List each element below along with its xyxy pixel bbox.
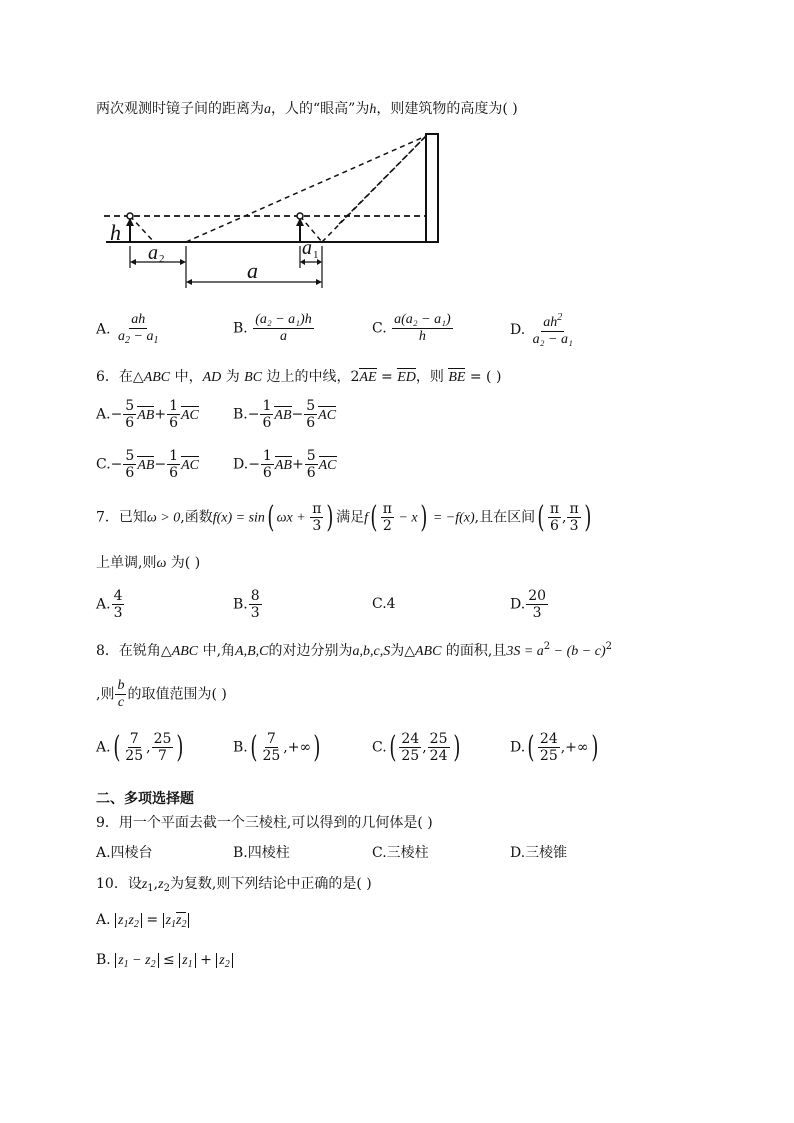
q8-choice-d[interactable]: D.( $\frac{24}{25}$ ,+∞): [510, 730, 598, 765]
q5-stem: 两次观测时镜子间的距离为a，人的“眼高”为h，则建筑物的高度为( ): [96, 101, 518, 117]
label-a2-sub: 2: [159, 253, 165, 265]
q9-choice-a[interactable]: A.四棱台: [96, 845, 153, 861]
q6-choice-c[interactable]: C.− $\frac{5}{6}$ AB− $\frac{1}{6}$ AC: [96, 448, 199, 482]
fraction: $\frac{ah}{a_2 - a_1}$: [118, 312, 159, 347]
label-a1: a: [302, 237, 312, 259]
q6-choice-b[interactable]: B.− $\frac{1}{6}$ AB− $\frac{5}{6}$ AC: [233, 398, 337, 432]
section-title: 二、多项选择题: [96, 791, 194, 807]
q8-choice-b[interactable]: B.( $\frac{7}{25}$ ,+∞): [233, 730, 321, 765]
q7-stem: 7．已知ω > 0,函数f(x) = sin( ωx + $\frac{\pi}{3}$ ) 满足f( $\frac{\pi}{2}$ − x) = −f(x),且在区间( $\frac{\pi}{6}$ , $\frac{\pi}{3}$ ): [96, 500, 592, 535]
q7-choice-a[interactable]: A. $\frac{4}{3}$: [96, 588, 123, 622]
q5-figure: [96, 128, 456, 290]
dim-a1-arrow-left: [300, 259, 305, 265]
q9-choice-d[interactable]: D.三棱锥: [510, 845, 568, 861]
q7-choice-c[interactable]: C.4: [372, 596, 396, 612]
dim-a-arrow-left: [186, 279, 192, 285]
dim-a-arrow-right: [316, 279, 322, 285]
sight-line-1: [130, 216, 154, 242]
q5-choice-b[interactable]: B. $\frac{\text{(a₂ − a₁)h}}{a}$: [233, 312, 312, 345]
q8-stem-line2: ,则 $\frac{b}{c}$ 的取值范围为( ): [96, 678, 227, 711]
q7-choice-d[interactable]: D. $\frac{20}{3}$: [510, 588, 547, 622]
q8-choice-c[interactable]: C.( $\frac{24}{25}$ , $\frac{25}{24}$ ): [372, 730, 460, 765]
building: [426, 134, 438, 242]
q5-choice-c[interactable]: C. $\frac{\text{a(a₂ − a₁)}}{h}$: [372, 312, 451, 345]
q6-choice-a[interactable]: A.− $\frac{5}{6}$ AB+ $\frac{1}{6}$ AC: [96, 398, 199, 432]
q6-stem: 6．在△ABC 中，AD 为 BC 边上的中线，2AE = ED，则 BE = ( ): [96, 369, 502, 385]
q5-choice-d[interactable]: D. $\frac{ah^2}{\text{a₂ − a₁}}$: [510, 312, 573, 348]
label-a1-sub: 1: [313, 249, 319, 261]
fraction: $\frac{ah^2}{\text{a₂ − a₁}}$: [532, 312, 573, 348]
q6-choice-d[interactable]: D.− $\frac{1}{6}$ AB+ $\frac{5}{6}$ AC: [233, 448, 337, 482]
label-h: h: [110, 220, 121, 245]
label-a: a: [247, 258, 258, 283]
q10-choice-a[interactable]: A. $z_1z_2 = z_1z_2$: [96, 912, 189, 930]
q7-choice-b[interactable]: B. $\frac{8}{3}$: [233, 588, 260, 622]
dim-a2-arrow-left: [130, 259, 136, 265]
q10-stem: 10．设$z_1,z_2$为复数,则下列结论中正确的是( ): [96, 876, 372, 894]
label-a2: a: [148, 242, 158, 264]
observer-1-eye: [127, 213, 133, 219]
dim-a2-arrow-right: [180, 259, 186, 265]
q10-choice-b[interactable]: B. $z_1 - z_2 \le z_1 + z_2$: [96, 952, 233, 970]
sight-line-2: [186, 136, 426, 242]
fraction: $\frac{\text{a(a₂ − a₁)}}{h}$: [394, 312, 451, 345]
observer-2-eye: [297, 213, 303, 219]
q9-choice-b[interactable]: B.四棱柱: [233, 845, 290, 861]
q7-stem-line2: 上单调,则ω 为( ): [96, 555, 201, 571]
q5-choice-a[interactable]: A. $\frac{ah}{a_2 - a_1}$: [96, 312, 159, 347]
q9-choice-c[interactable]: C.三棱柱: [372, 845, 429, 861]
fraction: $\frac{\text{(a₂ − a₁)h}}{a}$: [255, 312, 312, 345]
q8-stem: 8．在锐角△ABC 中,角A,B,C的对边分别为a,b,c,S为△ABC 的面积,且$3S = a^2 - (b - c)^2$: [96, 641, 612, 659]
q9-stem: 9．用一个平面去截一个三棱柱,可以得到的几何体是( ): [96, 815, 433, 831]
q8-choice-a[interactable]: A.( $\frac{7}{25}$ , $\frac{25}{7}$ ): [96, 730, 184, 765]
